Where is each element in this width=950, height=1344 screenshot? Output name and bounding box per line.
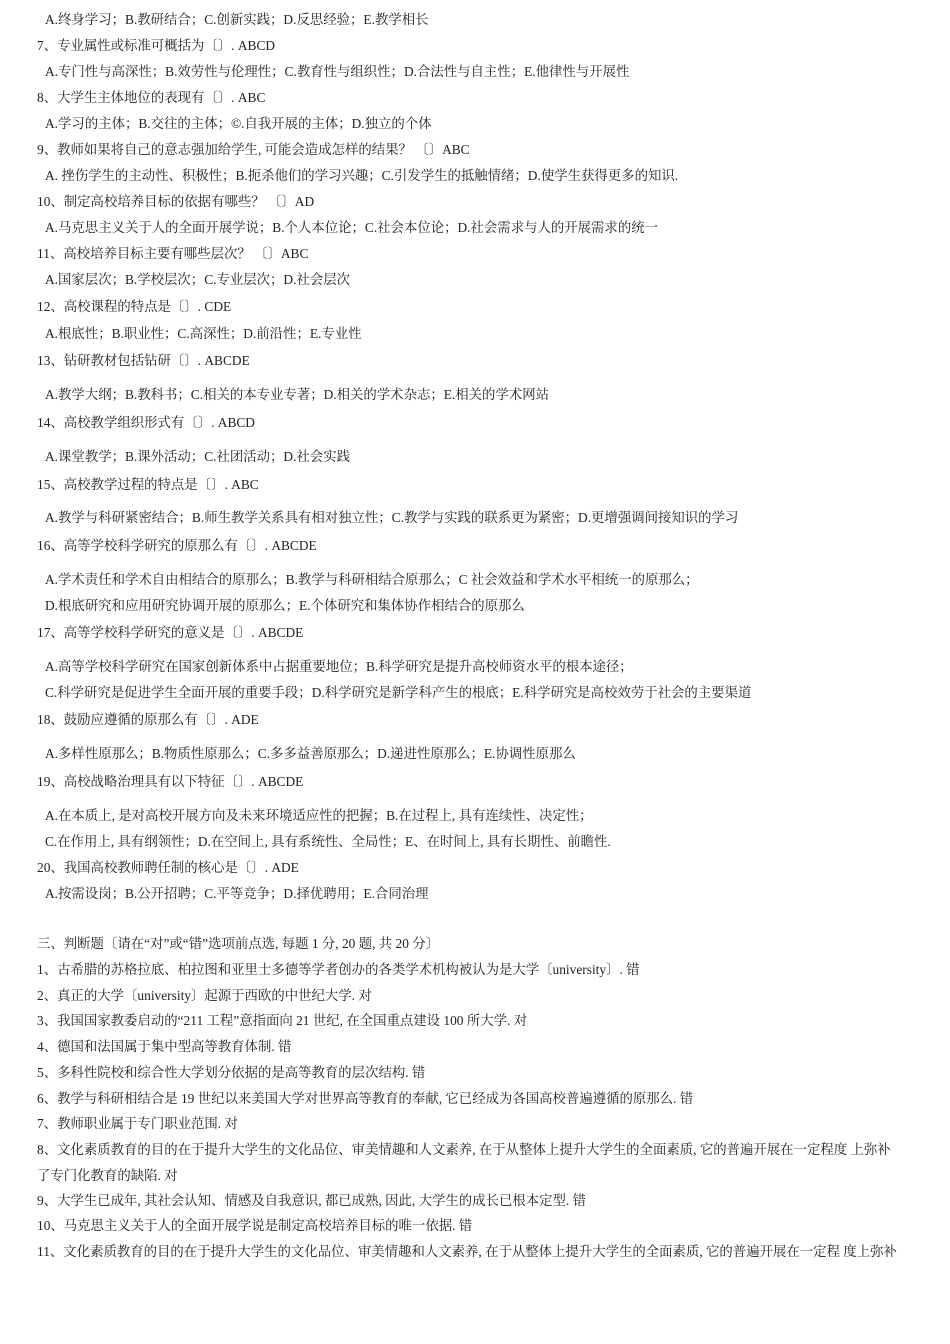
option-line: C.在作用上, 具有纲领性；D.在空间上, 具有系统性、全局性；E、在时间上, 具有长期性、前瞻性. (45, 834, 611, 849)
option-line: A.根底性；B.职业性；C.高深性；D.前沿性；E.专业性 (45, 326, 362, 341)
question-line: 19、高校战略治理具有以下特征〔〕. ABCDE (37, 774, 304, 789)
option-line: A.在本质上, 是对高校开展方向及未来环境适应性的把握；B.在过程上, 具有连续性、决定性； (45, 808, 593, 823)
question-line: 17、高等学校科学研究的意义是〔〕. ABCDE (37, 625, 304, 640)
option-line: A.教学大纲；B.教科书；C.相关的本专业专著；D.相关的学术杂志；E.相关的学术网站 (45, 387, 550, 402)
option-line: A.高等学校科学研究在国家创新体系中占据重要地位；B.科学研究是提升高校师资水平的根本途径； (45, 659, 633, 674)
question-line: 15、高校教学过程的特点是〔〕. ABC (37, 477, 259, 492)
judgment-item: 4、德国和法国属于集中型高等教育体制. 错 (37, 1039, 292, 1054)
judgment-item: 1、古希腊的苏格拉底、柏拉图和亚里士多德等学者创办的各类学术机构被认为是大学〔university〕. 错 (37, 962, 640, 977)
judgment-item: 2、真正的大学〔university〕起源于西欧的中世纪大学. 对 (37, 988, 372, 1003)
option-line: A. 挫伤学生的主动性、积极性；B.扼杀他们的学习兴趣；C.引发学生的抵触情绪；D.使学生获得更多的知识. (45, 168, 679, 183)
option-line: A.课堂教学；B.课外活动；C.社团活动；D.社会实践 (45, 449, 351, 464)
judgment-item: 8、文化素质教育的目的在于提升大学生的文化品位、审美情趣和人文素养, 在于从整体上提升大学生的全面素质, 它的普遍开展在一定程度 上弥补 (37, 1142, 891, 1157)
judgment-item: 9、大学生已成年, 其社会认知、情感及自我意识, 都已成熟, 因此, 大学生的成长已根本定型. 错 (37, 1193, 587, 1208)
judgment-item: 10、马克思主义关于人的全面开展学说是制定高校培养目标的唯一依据. 错 (37, 1218, 473, 1233)
question-line: 10、制定高校培养目标的依据有哪些？ 〔〕AD (37, 194, 315, 209)
judgment-item: 5、多科性院校和综合性大学划分依据的是高等教育的层次结构. 错 (37, 1065, 426, 1080)
question-line: 9、教师如果将自己的意志强加给学生, 可能会造成怎样的结果？ 〔〕ABC (37, 142, 470, 157)
judgment-item-continuation: 了专门化教育的缺陷. 对 (37, 1168, 178, 1183)
option-line: C.科学研究是促进学生全面开展的重要手段；D.科学研究是新学科产生的根底；E.科学研究是高校效劳于社会的主要渠道 (45, 685, 752, 700)
question-line: 14、高校教学组织形式有〔〕. ABCD (37, 415, 255, 430)
judgment-item: 6、教学与科研相结合是 19 世纪以来美国大学对世界高等教育的奉献, 它已经成为各国高校普遍遵循的原那么. 错 (37, 1091, 694, 1106)
question-line: 16、高等学校科学研究的原那么有〔〕. ABCDE (37, 538, 317, 553)
question-line: 8、大学生主体地位的表现有〔〕. ABC (37, 90, 266, 105)
option-line: A.终身学习；B.教研结合；C.创新实践；D.反思经验；E.教学相长 (45, 12, 429, 27)
option-line: A.学习的主体；B.交往的主体；©.自我开展的主体；D.独立的个体 (45, 116, 432, 131)
question-line: 18、鼓励应遵循的原那么有〔〕. ADE (37, 712, 259, 727)
option-line: D.根底研究和应用研究协调开展的原那么；E.个体研究和集体协作相结合的原那么 (45, 598, 525, 613)
option-line: A.马克思主义关于人的全面开展学说；B.个人本位论；C.社会本位论；D.社会需求与人的开展需求的统一 (45, 220, 658, 235)
option-line: A.按需设岗；B.公开招聘；C.平等竞争；D.择优聘用；E.合同治理 (45, 886, 429, 901)
judgment-item: 7、教师职业属于专门职业范围. 对 (37, 1116, 238, 1131)
question-line: 7、专业属性或标准可概括为〔〕. ABCD (37, 38, 276, 53)
judgment-item: 11、文化素质教育的目的在于提升大学生的文化品位、审美情趣和人文素养, 在于从整体上提升大学生的全面素质, 它的普遍开展在一定程 度上弥补 (37, 1244, 897, 1259)
option-line: A.多样性原那么；B.物质性原那么；C.多多益善原那么；D.递进性原那么；E.协调性原那么 (45, 746, 576, 761)
question-line: 20、我国高校教师聘任制的核心是〔〕. ADE (37, 860, 299, 875)
option-line: A.专门性与高深性；B.效劳性与伦理性；C.教育性与组织性；D.合法性与自主性；E.他律性与开展性 (45, 64, 630, 79)
question-line: 13、钻研教材包括钻研〔〕. ABCDE (37, 353, 250, 368)
option-line: A.国家层次；B.学校层次；C.专业层次；D.社会层次 (45, 272, 351, 287)
question-line: 11、高校培养目标主要有哪些层次？ 〔〕ABC (37, 246, 309, 261)
option-line: A.学术责任和学术自由相结合的原那么；B.教学与科研相结合原那么；C 社会效益和学术水平相统一的原那么； (45, 572, 699, 587)
judgment-item: 3、我国国家教委启动的“211 工程”意指面向 21 世纪, 在全国重点建设 100 所大学. 对 (37, 1013, 528, 1028)
option-line: A.教学与科研紧密结合；B.师生教学关系具有相对独立性；C.教学与实践的联系更为紧密；D.更增强调间接知识的学习 (45, 510, 739, 525)
section-heading: 三、判断题〔请在“对”或“错”选项前点选, 每题 1 分, 20 题, 共 20 分〕 (37, 936, 440, 951)
question-line: 12、高校课程的特点是〔〕. CDE (37, 299, 232, 314)
